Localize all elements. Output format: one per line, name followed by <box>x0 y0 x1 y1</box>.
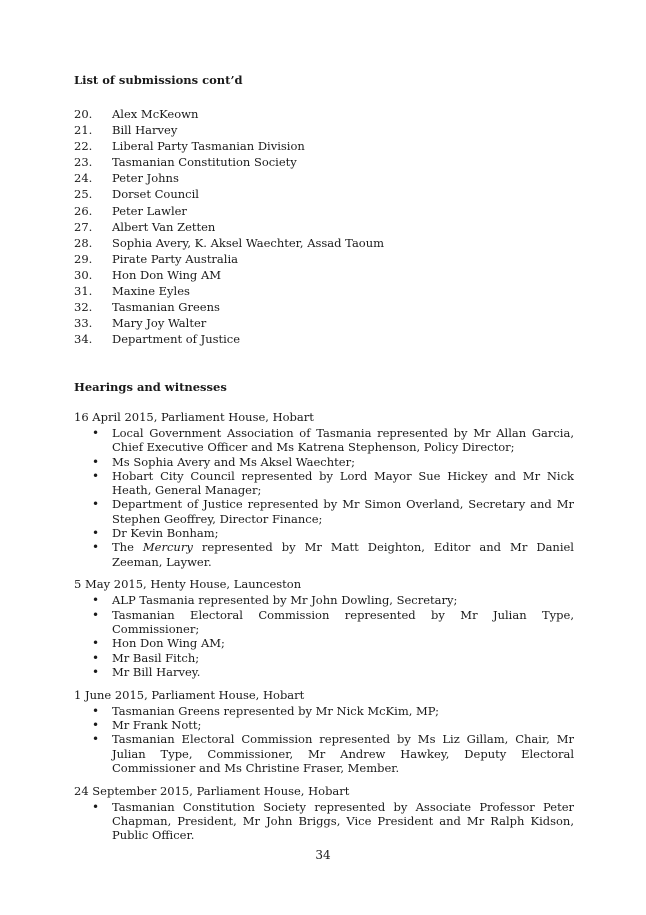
witness-list <box>74 426 574 569</box>
submissions-list <box>74 106 574 347</box>
submission-number: 29. <box>74 251 93 266</box>
list-item <box>74 219 574 235</box>
list-item <box>74 235 574 251</box>
submission-number: 21. <box>74 123 93 138</box>
list-item <box>74 186 574 202</box>
submission-name: Pirate Party Australia <box>112 251 239 266</box>
witness-item: • Mr Bill Harvey. <box>74 665 574 679</box>
list-item <box>74 315 574 331</box>
witness-list <box>74 704 574 775</box>
witness-item: • Mr Frank Nott; <box>74 718 574 732</box>
witness-item: • Tasmanian Constitution Society represented by Associate Professor Peter Chapman, President, Mr John Briggs, Vice President and Mr Ralph Kidson, Public Officer. <box>74 800 574 843</box>
hearings-sessions <box>74 410 574 851</box>
submission-name: Liberal Party Tasmanian Division <box>112 139 305 154</box>
submissions-heading: List of submissions cont’d <box>74 73 243 87</box>
list-item <box>74 203 574 219</box>
submission-number: 25. <box>74 187 93 202</box>
submission-name: Sophia Avery, K. Aksel Waechter, Assad Taoum <box>112 235 385 250</box>
submission-name: Tasmanian Greens <box>112 300 220 315</box>
submission-name: Hon Don Wing AM <box>112 267 222 282</box>
witness-item: • Ms Sophia Avery and Ms Aksel Waechter; <box>74 455 574 469</box>
submission-number: 32. <box>74 300 93 315</box>
witness-suffix: represented by Mr Matt Deighton, Editor and Mr Daniel Zeeman, Laywer. <box>112 540 574 569</box>
witness-list <box>74 800 574 843</box>
submission-number: 27. <box>74 219 93 234</box>
list-item <box>74 299 574 315</box>
submission-name: Alex McKeown <box>112 107 199 121</box>
witness-item: • Tasmanian Greens represented by Mr Nick McKim, MP; <box>74 704 574 718</box>
list-item <box>74 170 574 186</box>
hearings-heading: Hearings and witnesses <box>74 380 227 394</box>
submission-number: 28. <box>74 235 93 250</box>
submission-name: Maxine Eyles <box>112 284 190 299</box>
list-item <box>74 331 574 347</box>
witness-item: • Hon Don Wing AM; <box>74 636 574 650</box>
witness-item: • Hobart City Council represented by Lord Mayor Sue Hickey and Mr Nick Heath, General Manager; <box>74 469 574 498</box>
witness-item: • ALP Tasmania represented by Mr John Dowling, Secretary; <box>74 593 574 607</box>
session-title: 1 June 2015, Parliament House, Hobart <box>74 687 305 702</box>
hearing-session <box>74 784 574 843</box>
submission-name: Dorset Council <box>112 187 199 202</box>
submission-number: 31. <box>74 284 93 299</box>
witness-item: • Local Government Association of Tasmania represented by Mr Allan Garcia, Chief Executive Officer and Ms Katrena Stephenson, Policy Director; <box>74 426 574 455</box>
list-item <box>74 267 574 283</box>
submission-name: Mary Joy Walter <box>112 316 207 331</box>
hearing-session <box>74 410 574 569</box>
submission-number: 33. <box>74 316 93 331</box>
submission-number: 26. <box>74 203 93 218</box>
list-item <box>74 283 574 299</box>
witness-item: • Mr Basil Fitch; <box>74 651 574 665</box>
list-item <box>74 122 574 138</box>
session-title: 16 April 2015, Parliament House, Hobart <box>74 410 314 424</box>
submission-number: 34. <box>74 332 93 347</box>
submission-name: Bill Harvey <box>112 123 178 138</box>
witness-list <box>74 593 574 679</box>
list-item <box>74 154 574 170</box>
session-title: 24 September 2015, Parliament House, Hobart <box>74 783 350 798</box>
witness-prefix: The <box>112 540 143 555</box>
submission-number: 22. <box>74 139 93 154</box>
submission-name: Peter Johns <box>112 171 179 186</box>
newspaper-title: Mercury <box>142 540 193 555</box>
submission-name: Peter Lawler <box>112 203 187 218</box>
witness-item: • Tasmanian Electoral Commission represented by Ms Liz Gillam, Chair, Mr Julian Type, Commissioner, Mr Andrew Hawkey, Deputy Electoral Commissioner and Ms Christine Fraser, Member. <box>74 732 574 775</box>
witness-item: • Tasmanian Electoral Commission represented by Mr Julian Type, Commissioner; <box>74 608 574 637</box>
page-number: 34 <box>315 848 331 862</box>
submission-name: Albert Van Zetten <box>112 219 216 234</box>
list-item <box>74 106 574 122</box>
submission-name: Tasmanian Constitution Society <box>112 155 297 170</box>
witness-item: • Dr Kevin Bonham; <box>74 526 574 540</box>
witness-item <box>74 540 574 569</box>
submission-number: 20. <box>74 107 93 121</box>
list-item <box>74 251 574 267</box>
session-title: 5 May 2015, Henty House, Launceston <box>74 577 302 592</box>
submission-number: 23. <box>74 155 93 170</box>
hearing-session <box>74 688 574 775</box>
submission-number: 24. <box>74 171 93 186</box>
witness-item: • Department of Justice represented by Mr Simon Overland, Secretary and Mr Stephen Geoffrey, Director Finance; <box>74 497 574 526</box>
list-item <box>74 138 574 154</box>
submission-name: Department of Justice <box>112 332 241 347</box>
submission-number: 30. <box>74 267 93 282</box>
hearing-session <box>74 577 574 679</box>
